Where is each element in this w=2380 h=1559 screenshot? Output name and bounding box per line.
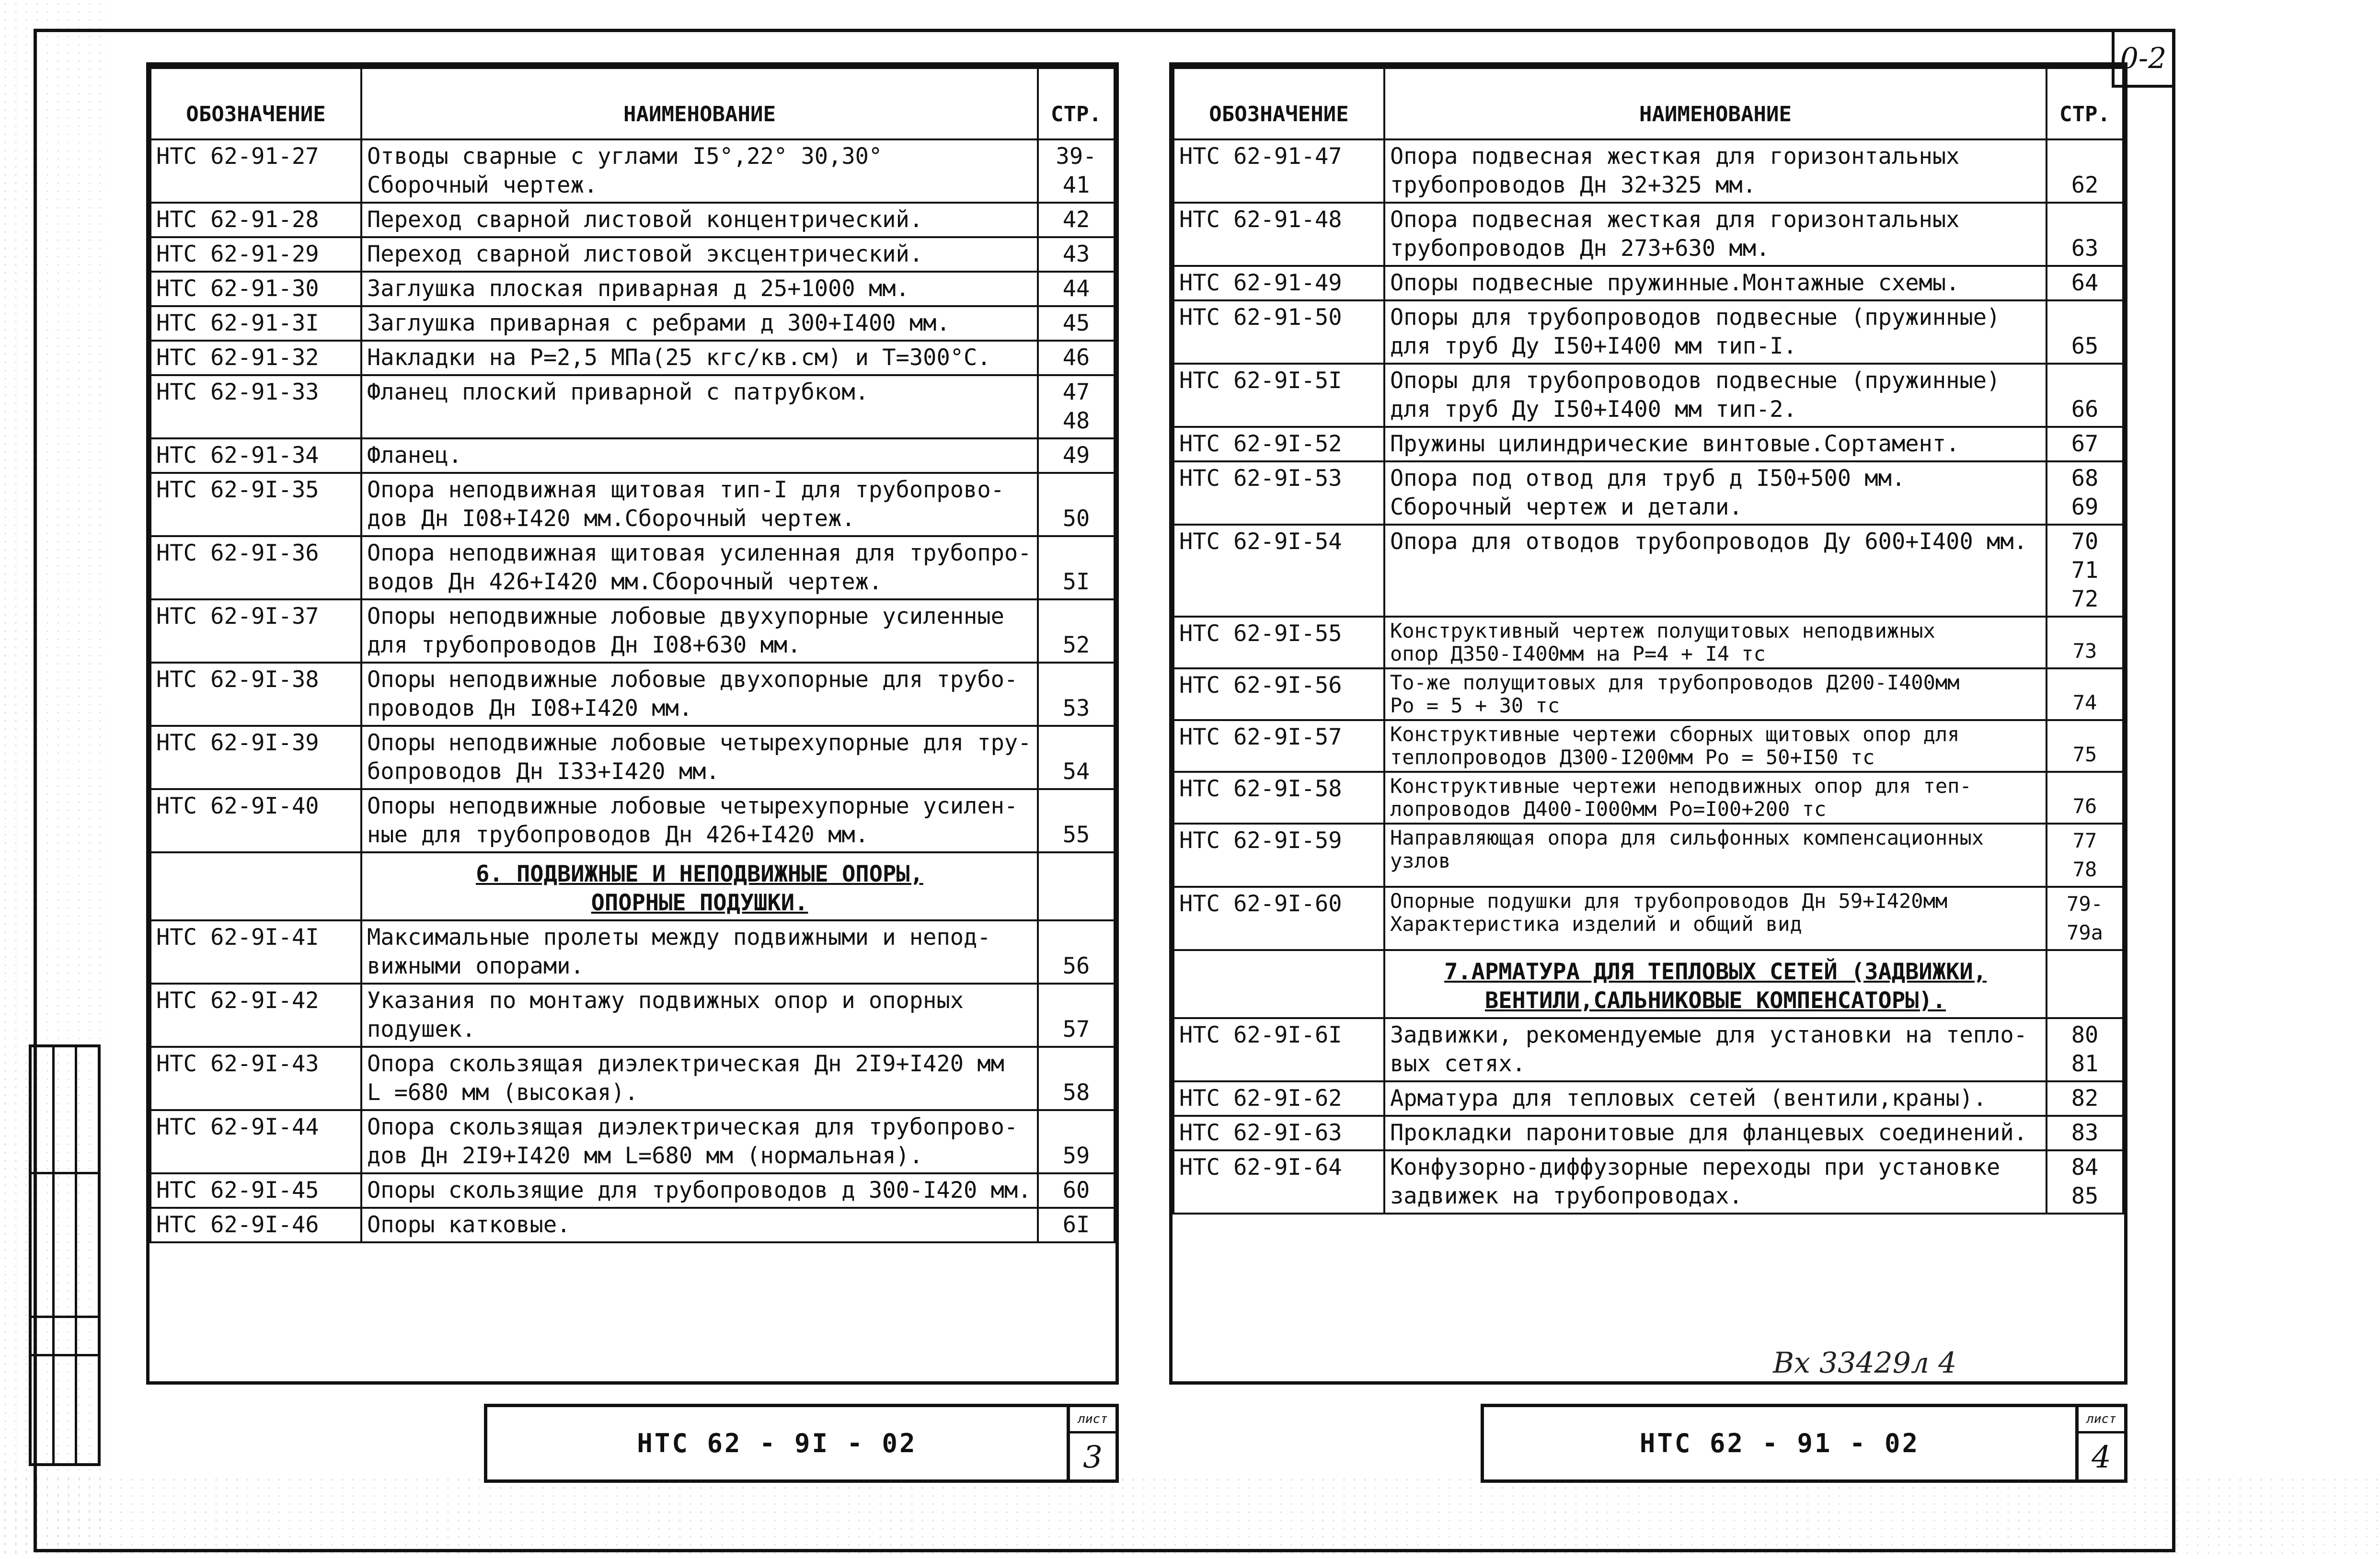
name-line: бопроводов Дн I33+I420 мм. [367, 758, 720, 785]
page-cell: 84 85 [2047, 1150, 2123, 1214]
designation-cell: НТС 62-9I-59 [1173, 824, 1384, 887]
right-title-block [1481, 1404, 2127, 1483]
designation-header: ОБОЗНАЧЕНИЕ [1173, 68, 1384, 139]
table-row [150, 375, 1115, 438]
name-cell [1384, 1116, 2047, 1150]
designation-cell: НТС 62-91-34 [150, 438, 361, 473]
name-header: НАИМЕНОВАНИЕ [361, 68, 1038, 139]
designation-cell: НТС 62-91-30 [150, 272, 361, 306]
name-line: Пружины цилиндрические винтовые.Сортамент. [1390, 430, 1960, 457]
table-row [150, 473, 1115, 536]
table-row [1173, 668, 2123, 720]
name-cell [1384, 203, 2047, 266]
name-cell [1384, 266, 2047, 300]
name-cell [361, 789, 1038, 852]
name-cell [361, 473, 1038, 536]
table-row [150, 438, 1115, 473]
table-row [1173, 1018, 2123, 1081]
name-cell [1384, 1081, 2047, 1116]
page-cell [1038, 852, 1115, 920]
table-header [1173, 68, 2123, 139]
name-line: Заглушка плоская приварная д 25+1000 мм. [367, 275, 909, 302]
table-row [150, 1208, 1115, 1242]
section-heading [361, 852, 1038, 920]
name-line: Опоры для трубопроводов подвесные (пружинные) [1390, 304, 2001, 331]
document-code: НТС 62 - 91 - 02 [1484, 1407, 2079, 1479]
page-cell: 64 [2047, 266, 2123, 300]
name-line: Опоры катковые. [367, 1211, 571, 1238]
name-line: Прокладки паронитовые для фланцевых соединений. [1390, 1119, 2027, 1146]
designation-header: ОБОЗНАЧЕНИЕ [150, 68, 361, 139]
name-line: Опора неподвижная щитовая усиленная для трубопро- [367, 539, 1032, 566]
name-line: Конструктивные чертежи сборных щитовых опор для [1390, 722, 1960, 746]
name-line: L =680 мм (высокая). [367, 1079, 638, 1106]
name-cell [1384, 1150, 2047, 1214]
page-cell: 39- 41 [1038, 139, 1115, 203]
designation-cell: НТС 62-9I-36 [150, 536, 361, 599]
name-cell [361, 306, 1038, 341]
page-cell: 58 [1038, 1047, 1115, 1110]
name-line: Конструктивные чертежи неподвижных опор для теп- [1390, 774, 1972, 798]
designation-cell: НТС 62-9I-55 [1173, 617, 1384, 668]
designation-cell: НТС 62-9I-56 [1173, 668, 1384, 720]
table-row [1173, 461, 2123, 525]
page-cell: 43 [1038, 237, 1115, 272]
name-line: Опоры неподвижные лобовые четырехупорные усилен- [367, 792, 1018, 819]
page-cell: 80 81 [2047, 1018, 2123, 1081]
left-index-table [149, 66, 1115, 1243]
name-cell [361, 1173, 1038, 1208]
designation-cell: НТС 62-9I-54 [1173, 525, 1384, 617]
designation-cell: НТС 62-91-49 [1173, 266, 1384, 300]
page-cell: 56 [1038, 920, 1115, 984]
name-cell [1384, 772, 2047, 824]
name-line: дов Дн 2I9+I420 мм L=680 мм (нормальная). [367, 1142, 923, 1169]
designation-cell: НТС 62-9I-37 [150, 599, 361, 663]
table-row [150, 1047, 1115, 1110]
table-row [1173, 772, 2123, 824]
handwritten-signature: Вх 33429л 4 [1773, 1346, 1957, 1380]
sheet-number: 4 [2092, 1440, 2111, 1475]
table-row [150, 1173, 1115, 1208]
name-line: Опора неподвижная щитовая тип-I для трубопрово- [367, 476, 1004, 503]
name-line: подушек. [367, 1016, 476, 1043]
page-cell: 47 48 [1038, 375, 1115, 438]
page-cell: 65 [2047, 300, 2123, 364]
name-cell [361, 1208, 1038, 1242]
designation-cell: НТС 62-9I-35 [150, 473, 361, 536]
page-cell: 66 [2047, 364, 2123, 427]
designation-cell: НТС 62-91-3I [150, 306, 361, 341]
name-line: Конфузорно-диффузорные переходы при установке [1390, 1154, 2001, 1181]
name-line: задвижек на трубопроводах. [1390, 1182, 1743, 1209]
name-cell [361, 920, 1038, 984]
name-line: для труб Ду I50+I400 мм тип-I. [1390, 332, 1797, 359]
left-page [146, 62, 1119, 1385]
page-cell: 82 [2047, 1081, 2123, 1116]
page-cell: 46 [1038, 341, 1115, 375]
name-line: Опоры для трубопроводов подвесные (пружинные) [1390, 367, 2001, 394]
designation-cell: НТС 62-9I-40 [150, 789, 361, 852]
designation-cell: НТС 62-91-29 [150, 237, 361, 272]
name-cell [1384, 525, 2047, 617]
page-cell: 44 [1038, 272, 1115, 306]
name-line: Фланец. [367, 442, 462, 469]
name-cell [1384, 824, 2047, 887]
name-cell [361, 726, 1038, 789]
name-line: Отводы сварные с углами I5°,22° 30,30° [367, 143, 883, 170]
designation-cell: НТС 62-91-33 [150, 375, 361, 438]
name-cell [361, 237, 1038, 272]
name-line: Переход сварной листовой концентрический. [367, 206, 923, 233]
sheet-label: лист [2079, 1407, 2124, 1433]
name-line: Опора скользящая диэлектрическая для трубопрово- [367, 1113, 1018, 1140]
designation-cell: НТС 62-91-50 [1173, 300, 1384, 364]
table-row [1173, 1081, 2123, 1116]
page-header: СТР. [1038, 68, 1115, 139]
name-line: Опора скользящая диэлектрическая Дн 2I9+I420 мм [367, 1050, 1004, 1077]
page-cell: 75 [2047, 720, 2123, 772]
name-cell [1384, 617, 2047, 668]
name-line: ОПОРНЫЕ ПОДУШКИ. [591, 889, 808, 916]
name-line: для трубопроводов Дн I08+630 мм. [367, 631, 801, 658]
designation-cell: НТС 62-9I-57 [1173, 720, 1384, 772]
name-line: Накладки на Р=2,5 МПа(25 кгс/кв.см) и Т=300°С. [367, 344, 991, 371]
page-cell: 76 [2047, 772, 2123, 824]
name-line: То-же полущитовых для трубопроводов Д200-I400мм [1390, 670, 1960, 694]
table-row [150, 139, 1115, 203]
name-cell [361, 663, 1038, 726]
table-row [1173, 364, 2123, 427]
table-row [1173, 887, 2123, 950]
name-cell [361, 599, 1038, 663]
page-cell: 6I [1038, 1208, 1115, 1242]
name-line: Опоры подвесные пружинные.Монтажные схемы. [1390, 269, 1960, 296]
side-stamp [29, 1044, 101, 1466]
table-row [150, 984, 1115, 1047]
designation-cell: НТС 62-91-27 [150, 139, 361, 203]
table-row [1173, 266, 2123, 300]
designation-cell: НТС 62-9I-64 [1173, 1150, 1384, 1214]
name-line: водов Дн 426+I420 мм.Сборочный чертеж. [367, 568, 883, 595]
name-cell [1384, 1018, 2047, 1081]
table-header [150, 68, 1115, 139]
page-cell: 83 [2047, 1116, 2123, 1150]
name-line: теплопроводов Д300-I200мм Ро = 50+I50 тс [1390, 745, 1875, 769]
name-line: Направляющая опора для сильфонных компенсационных [1390, 825, 1984, 849]
table-row [1173, 525, 2123, 617]
designation-cell: НТС 62-9I-60 [1173, 887, 1384, 950]
designation-cell: НТС 62-9I-43 [150, 1047, 361, 1110]
name-line: трубопроводов Дн 32+325 мм. [1390, 172, 1757, 198]
table-row [150, 1110, 1115, 1173]
name-line: ные для трубопроводов Дн 426+I420 мм. [367, 821, 869, 848]
right-index-table [1173, 66, 2124, 1215]
page-cell: 50 [1038, 473, 1115, 536]
name-cell [1384, 139, 2047, 203]
designation-cell: НТС 62-9I-53 [1173, 461, 1384, 525]
designation-cell: НТС 62-91-48 [1173, 203, 1384, 266]
page-cell: 49 [1038, 438, 1115, 473]
page-cell: 55 [1038, 789, 1115, 852]
name-header: НАИМЕНОВАНИЕ [1384, 68, 2047, 139]
name-cell [1384, 461, 2047, 525]
name-line: Опоры скользящие для трубопроводов д 300-I420 мм. [367, 1177, 1032, 1204]
page-cell [2047, 950, 2123, 1018]
page-cell: 53 [1038, 663, 1115, 726]
name-cell [1384, 364, 2047, 427]
table-row [1173, 824, 2123, 887]
name-line: Опоры неподвижные лобовые двухопорные для трубо- [367, 666, 1018, 693]
page-cell: 68 69 [2047, 461, 2123, 525]
table-row [1173, 1116, 2123, 1150]
name-line: Опора под отвод для труб д I50+500 мм. [1390, 465, 1906, 492]
page-cell: 74 [2047, 668, 2123, 720]
name-line: Указания по монтажу подвижных опор и опорных [367, 987, 964, 1014]
table-row [1173, 300, 2123, 364]
designation-cell [150, 852, 361, 920]
page-cell: 62 [2047, 139, 2123, 203]
designation-cell: НТС 62-91-32 [150, 341, 361, 375]
section-heading [1384, 950, 2047, 1018]
name-cell [1384, 720, 2047, 772]
name-line: узлов [1390, 848, 1451, 872]
table-row [1173, 617, 2123, 668]
name-cell [361, 139, 1038, 203]
designation-cell: НТС 62-9I-44 [150, 1110, 361, 1173]
designation-cell: НТС 62-9I-62 [1173, 1081, 1384, 1116]
name-line: Опора подвесная жесткая для горизонтальных [1390, 143, 1960, 170]
left-title-block [484, 1404, 1119, 1483]
page-cell: 57 [1038, 984, 1115, 1047]
name-line: Максимальные пролеты между подвижными и непод- [367, 924, 991, 951]
page-cell: 63 [2047, 203, 2123, 266]
name-line: для труб Ду I50+I400 мм тип-2. [1390, 396, 1797, 423]
name-line: Опоры неподвижные лобовые четырехупорные для тру- [367, 729, 1032, 756]
page-cell: 42 [1038, 203, 1115, 237]
table-row [150, 852, 1115, 920]
name-line: Опора подвесная жесткая для горизонтальных [1390, 206, 1960, 233]
table-row [1173, 1150, 2123, 1214]
table-row [1173, 950, 2123, 1018]
name-line: Фланец плоский приварной с патрубком. [367, 378, 869, 405]
name-cell [1384, 427, 2047, 461]
table-row [150, 920, 1115, 984]
page-header: СТР. [2047, 68, 2123, 139]
sheet-code: 0-2 [2112, 32, 2172, 88]
designation-cell: НТС 62-91-47 [1173, 139, 1384, 203]
name-line: лопроводов Д400-I000мм Ро=I00+200 тс [1390, 797, 1827, 821]
name-line: 7.АРМАТУРА ДЛЯ ТЕПЛОВЫХ СЕТЕЙ (ЗАДВИЖКИ, [1444, 958, 1987, 985]
page-cell: 70 71 72 [2047, 525, 2123, 617]
table-row [1173, 139, 2123, 203]
designation-cell: НТС 62-9I-42 [150, 984, 361, 1047]
table-row [1173, 720, 2123, 772]
table-row [150, 536, 1115, 599]
name-line: вых сетях. [1390, 1050, 1526, 1077]
name-line: трубопроводов Дн 273+630 мм. [1390, 235, 1770, 262]
page-cell: 59 [1038, 1110, 1115, 1173]
table-row [150, 306, 1115, 341]
page-cell: 45 [1038, 306, 1115, 341]
name-line: Опоры неподвижные лобовые двухупорные усиленные [367, 603, 1004, 630]
page-cell: 60 [1038, 1173, 1115, 1208]
table-row [1173, 203, 2123, 266]
designation-cell: НТС 62-91-28 [150, 203, 361, 237]
name-line: проводов Дн I08+I420 мм. [367, 695, 693, 722]
page-cell: 77 78 [2047, 824, 2123, 887]
name-cell [361, 438, 1038, 473]
table-row [150, 272, 1115, 306]
name-line: Арматура для тепловых сетей (вентили,краны). [1390, 1085, 1987, 1112]
table-row [150, 789, 1115, 852]
table-row [150, 599, 1115, 663]
name-cell [361, 375, 1038, 438]
designation-cell: НТС 62-9I-39 [150, 726, 361, 789]
name-line: ВЕНТИЛИ,САЛЬНИКОВЫЕ КОМПЕНСАТОРЫ). [1484, 987, 1946, 1014]
designation-cell: НТС 62-9I-45 [150, 1173, 361, 1208]
name-line: опор Д350-I400мм на Р=4 + I4 тс [1390, 642, 1766, 665]
name-cell [361, 272, 1038, 306]
table-row [1173, 427, 2123, 461]
name-cell [361, 1047, 1038, 1110]
name-line: Сборочный чертеж. [367, 172, 598, 198]
name-line: вижными опорами. [367, 952, 584, 979]
table-row [150, 341, 1115, 375]
name-line: Опорные подушки для трубопроводов Дн 59+I420мм [1390, 889, 1948, 913]
name-line: Переход сварной листовой эксцентрический. [367, 241, 923, 267]
name-line: Ро = 5 + 30 тс [1390, 693, 1560, 717]
designation-cell: НТС 62-9I-38 [150, 663, 361, 726]
designation-cell: НТС 62-9I-6I [1173, 1018, 1384, 1081]
page-cell: 54 [1038, 726, 1115, 789]
designation-cell: НТС 62-9I-4I [150, 920, 361, 984]
name-line: Заглушка приварная с ребрами д 300+I400 мм. [367, 310, 950, 336]
name-line: Конструктивный чертеж полущитовых неподвижных [1390, 619, 1935, 642]
name-cell [361, 984, 1038, 1047]
name-cell [1384, 668, 2047, 720]
name-line: Задвижки, рекомендуемые для установки на тепло- [1390, 1021, 2027, 1048]
sheet-label: лист [1070, 1407, 1115, 1433]
page-cell: 67 [2047, 427, 2123, 461]
name-line: Характеристика изделий и общий вид [1390, 912, 1802, 936]
designation-cell: НТС 62-9I-63 [1173, 1116, 1384, 1150]
page-cell: 5I [1038, 536, 1115, 599]
designation-cell: НТС 62-9I-5I [1173, 364, 1384, 427]
name-cell [361, 341, 1038, 375]
table-row [150, 726, 1115, 789]
designation-cell [1173, 950, 1384, 1018]
name-line: 6. ПОДВИЖНЫЕ И НЕПОДВИЖНЫЕ ОПОРЫ, [476, 860, 923, 887]
name-line: Сборочный чертеж и детали. [1390, 493, 1743, 520]
table-row [150, 203, 1115, 237]
table-row [150, 237, 1115, 272]
right-page [1169, 62, 2127, 1385]
designation-cell: НТС 62-9I-58 [1173, 772, 1384, 824]
sheet-number: 3 [1083, 1440, 1103, 1475]
designation-cell: НТС 62-9I-52 [1173, 427, 1384, 461]
name-line: Опора для отводов трубопроводов Ду 600+I400 мм. [1390, 528, 2027, 555]
name-cell [1384, 300, 2047, 364]
name-cell [361, 203, 1038, 237]
page-cell: 79-79а [2047, 887, 2123, 950]
name-cell [361, 536, 1038, 599]
table-row [150, 663, 1115, 726]
name-line: дов Дн I08+I420 мм.Сборочный чертеж. [367, 505, 855, 532]
name-cell [1384, 887, 2047, 950]
page-cell: 52 [1038, 599, 1115, 663]
document-code: НТС 62 - 9I - 02 [487, 1407, 1070, 1479]
designation-cell: НТС 62-9I-46 [150, 1208, 361, 1242]
page-cell: 73 [2047, 617, 2123, 668]
name-cell [361, 1110, 1038, 1173]
